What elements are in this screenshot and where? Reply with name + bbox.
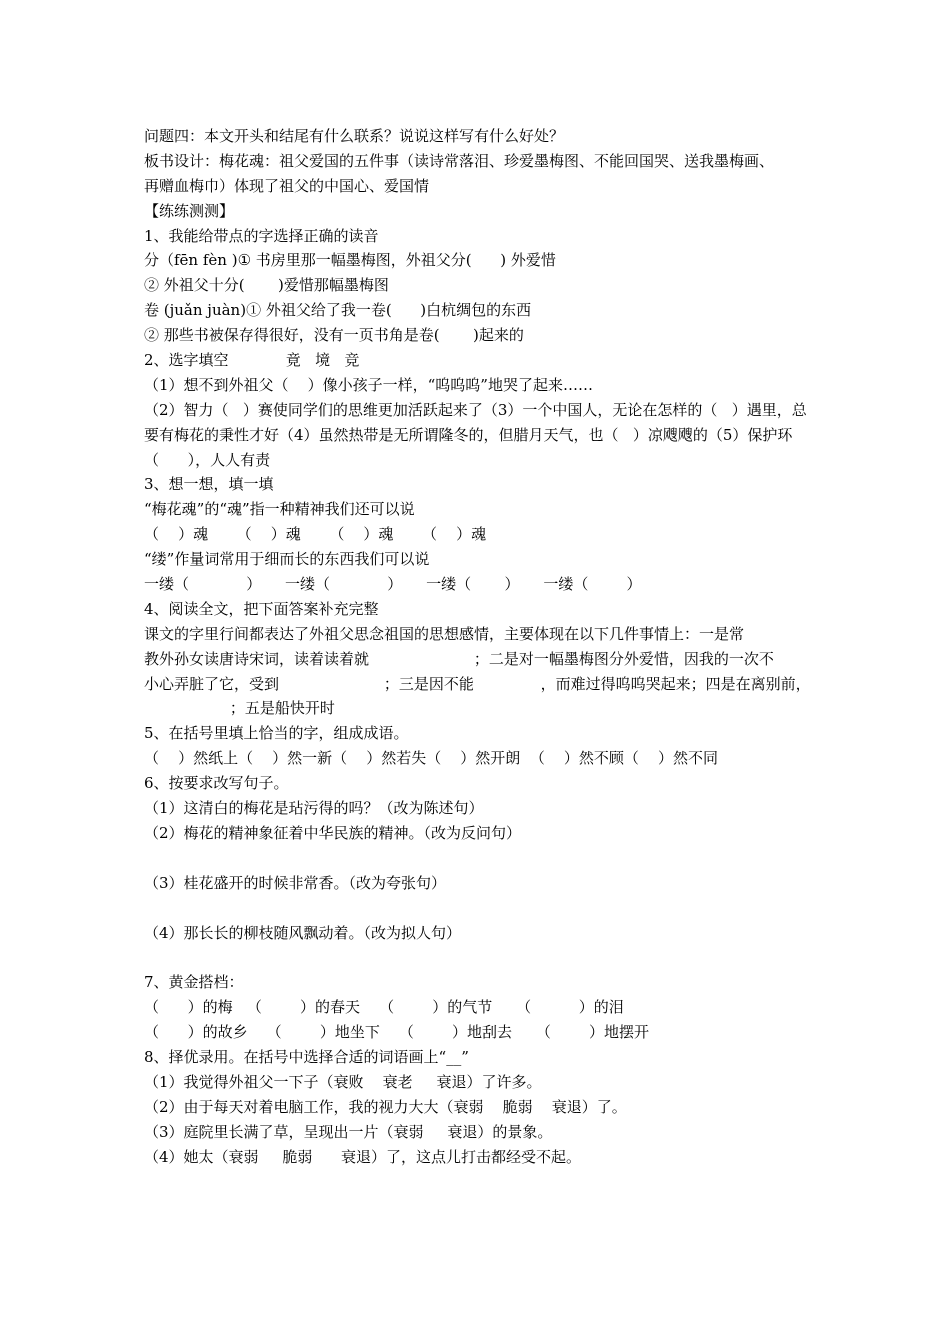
exercise-6-item-1: （1）这清白的梅花是玷污得的吗？（改为陈述句） bbox=[144, 799, 484, 818]
exercise-7-row-2: （ ）的故乡 （ ）地坐下 （ ）地刮去 （ ）地摆开 bbox=[144, 1023, 650, 1042]
exercise-4-text-4: ；五是船快开时 bbox=[144, 699, 335, 718]
exercise-8-item-2: （2）由于每天对着电脑工作，我的视力大大（衰弱 脆弱 衰退）了。 bbox=[144, 1097, 627, 1116]
exercise-7-row-1: （ ）的梅 （ ）的春天 （ ）的气节 （ ）的泪 bbox=[144, 998, 624, 1017]
exercise-6-item-3: （3）桂花盛开的时候非常香。（改为夸张句） bbox=[144, 873, 447, 892]
exercise-2-item-4: （ ），人人有责 bbox=[144, 450, 271, 469]
board-design-line-1: 板书设计：梅花魂：祖父爱国的五件事（读诗常落泪、珍爱墨梅图、不能回国哭、送我墨梅画、 bbox=[144, 151, 775, 170]
exercise-1-title: 1、我能给带点的字选择正确的读音 bbox=[144, 226, 379, 245]
exercise-8-item-4: （4）她太（衰弱 脆弱 衰退）了，这点儿打击都经受不起。 bbox=[144, 1147, 581, 1166]
exercise-2-item-2: （2）智力（ ）赛使同学们的思维更加活跃起来了（3）一个中国人，无论在怎样的（ ）遇里，总 bbox=[144, 400, 807, 419]
answer-space bbox=[144, 945, 824, 970]
document-page bbox=[144, 124, 824, 1169]
question-four: 问题四：本文开头和结尾有什么联系？说说这样写有什么好处？ bbox=[144, 127, 565, 145]
exercise-6-item-4: （4）那长长的柳枝随风飘动着。（改为拟人句） bbox=[144, 923, 462, 942]
exercise-8-item-1: （1）我觉得外祖父一下子（衰败 衰老 衰退）了许多。 bbox=[144, 1072, 542, 1091]
exercise-2-item-1: （1）想不到外祖父（ ）像小孩子一样，“呜呜呜”地哭了起来…… bbox=[144, 375, 593, 394]
exercise-3-blanks-2: 一缕（ ） 一缕（ ） 一缕（ ） 一缕（ ） bbox=[144, 575, 642, 594]
exercise-8-item-3: （3）庭院里长满了草，呈现出一片（衰弱 衰退）的景象。 bbox=[144, 1122, 553, 1141]
exercise-7-title: 7、黄金搭档： bbox=[144, 973, 244, 992]
exercise-6-title: 6、按要求改写句子。 bbox=[144, 774, 289, 793]
exercise-2-title: 2、选字填空 竟 境 竞 bbox=[144, 351, 360, 370]
exercise-4-text-2: 教外孙女读唐诗宋词，读着读着就 ；二是对一幅墨梅图分外爱惜，因我的一次不 bbox=[144, 649, 774, 668]
practice-heading: 【练练测测】 bbox=[144, 201, 235, 220]
exercise-3-title: 3、想一想，填一填 bbox=[144, 475, 274, 494]
answer-space bbox=[144, 846, 824, 871]
exercise-1-item-3: 卷 (juǎn juàn)① 外祖父给了我一卷( )白杭绸包的东西 bbox=[144, 301, 532, 320]
exercise-3-prompt-1: “梅花魂”的“魂”指一种精神我们还可以说 bbox=[144, 500, 415, 519]
exercise-1-item-1: 分（fēn fèn )① 书房里那一幅墨梅图，外祖父分( ) 外爱惜 bbox=[144, 251, 556, 270]
exercise-6-item-2: （2）梅花的精神象征着中华民族的精神。（改为反问句） bbox=[144, 823, 522, 842]
exercise-4-text-3: 小心弄脏了它，受到 ；三是因不能 ，而难过得呜呜哭起来；四是在离别前， bbox=[144, 674, 811, 693]
exercise-3-prompt-2: “缕”作量词常用于细而长的东西我们可以说 bbox=[144, 550, 430, 569]
exercise-5-blanks: （ ）然纸上（ ）然一新（ ）然若失（ ）然开朗 （ ）然不顾（ ）然不同 bbox=[144, 749, 718, 768]
exercise-5-title: 5、在括号里填上恰当的字，组成成语。 bbox=[144, 724, 409, 743]
exercise-2-item-3: 要有梅花的秉性才好（4）虽然热带是无所谓隆冬的，但腊月天气，也（ ）凉飕飕的（5）保护环 bbox=[144, 425, 793, 444]
exercise-1-item-4: ② 那些书被保存得很好，没有一页书角是卷( )起来的 bbox=[144, 326, 524, 345]
exercise-3-blanks-1: （ ）魂 （ ）魂 （ ）魂 （ ）魂 bbox=[144, 525, 487, 544]
exercise-4-title: 4、阅读全文，把下面答案补充完整 bbox=[144, 599, 379, 618]
exercise-1-item-2: ② 外祖父十分( )爱惜那幅墨梅图 bbox=[144, 276, 389, 295]
exercise-4-text-1: 课文的字里行间都表达了外祖父思念祖国的思想感情，主要体现在以下几件事情上：一是常 bbox=[144, 624, 745, 643]
answer-space bbox=[144, 896, 824, 921]
board-design-line-2: 再赠血梅巾）体现了祖父的中国心、爱国情 bbox=[144, 176, 430, 195]
exercise-8-title: 8、择优录用。在括号中选择合适的词语画上“__” bbox=[144, 1047, 469, 1066]
